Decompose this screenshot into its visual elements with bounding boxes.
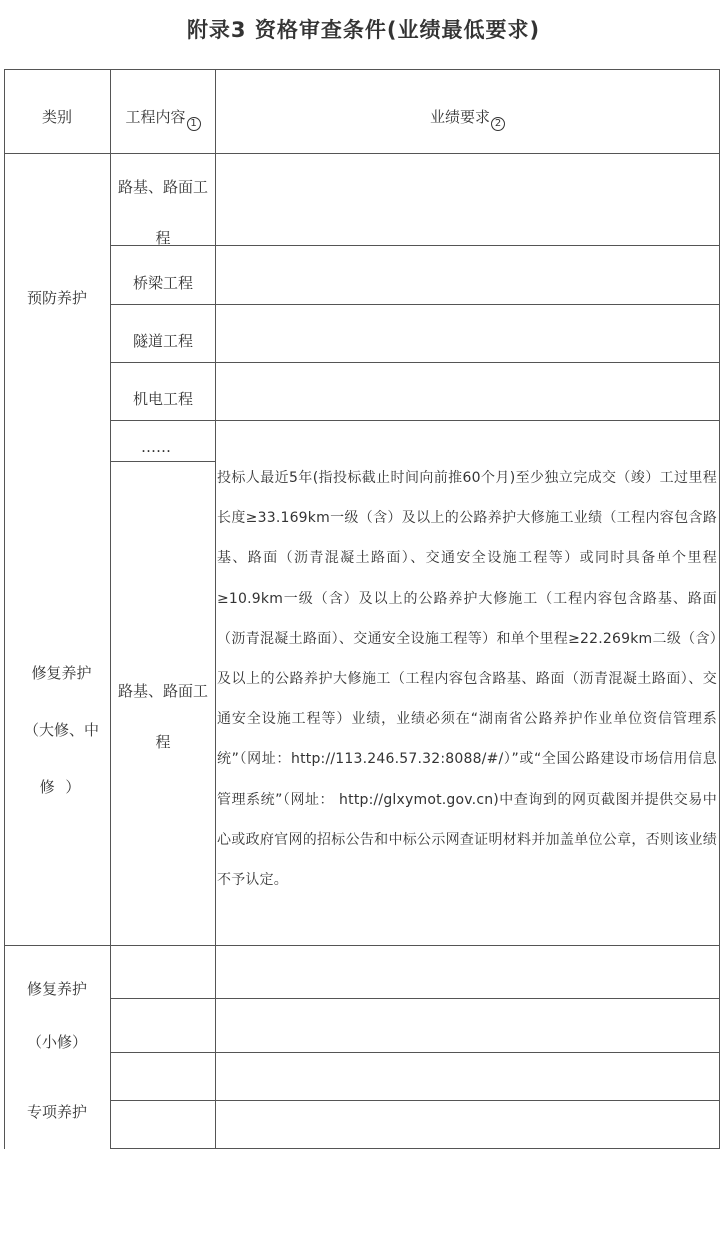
note-marker-2: 2 xyxy=(491,117,505,131)
row-divider xyxy=(110,1052,720,1053)
section-divider xyxy=(4,945,720,946)
category-preventive: 预防养护 xyxy=(26,289,87,307)
row-divider xyxy=(110,998,720,999)
content-bridge: 桥梁工程 xyxy=(132,274,193,292)
content-electromechanical: 机电工程 xyxy=(132,390,193,408)
table-border-bottom xyxy=(110,1148,720,1149)
content-roadbed-pavement-major: 路基、路面工程 xyxy=(117,682,208,751)
content-roadbed-pavement: 路基、路面工程 xyxy=(117,178,208,247)
table-border-top xyxy=(4,69,720,70)
header-divider xyxy=(4,153,720,154)
requirement-text: 投标人最近5年(指投标截止时间向前推60个月)至少独立完成交（竣）工过里程长度≥33.169km一级（含）及以上的公路养护大修施工业绩（工程内容包含路基、路面（沥青混凝土路面）、交通安全设施工程等）或同时具备单个里程≥10.9km一级（含）及以上的公路养护大修施工（工程内容包含路基、路面（沥青混凝土路面）、交通安全设施工程等）和单个里程≥22.269km二级（含）及以上的公路养护大修施工（工程内容包含路基、路面（沥青混凝土路面）、交通安全设施工程等）业绩，业绩必须在“湖南省公路养护作业单位资信管理系统”（网址：http://113.246.57.32:8088/#/）”或“全国公路建设市场信用信息管理系统”（网址： http://glxymot.gov.cn)中查询到的网页截图并提供交易中心或政府官网的招标公告和中标公示网查证明材料并加盖单位公章，否则该业绩不予认定。 xyxy=(217,470,717,889)
row-divider xyxy=(110,362,720,363)
header-requirement: 业绩要求 2 xyxy=(216,107,719,131)
content-ellipsis: …… xyxy=(141,438,171,456)
page-title: 附录3 资格审查条件(业绩最低要求) xyxy=(186,18,541,42)
row-divider xyxy=(110,1100,720,1101)
category-repair-minor: 修复养护 （小修） xyxy=(26,980,87,1051)
column-divider xyxy=(215,69,216,1149)
row-divider xyxy=(110,420,720,421)
category-repair-major: 修复养护 （大修、中 修 ） xyxy=(23,664,99,796)
content-tunnel: 隧道工程 xyxy=(132,332,193,350)
row-divider xyxy=(110,304,720,305)
note-marker-1: 1 xyxy=(187,117,201,131)
header-content: 工程内容 1 xyxy=(110,107,216,131)
category-special: 专项养护 xyxy=(26,1103,87,1121)
row-divider xyxy=(110,461,216,462)
column-divider xyxy=(110,69,111,1149)
table-border-right xyxy=(719,69,720,1149)
header-category: 类别 xyxy=(41,108,72,126)
